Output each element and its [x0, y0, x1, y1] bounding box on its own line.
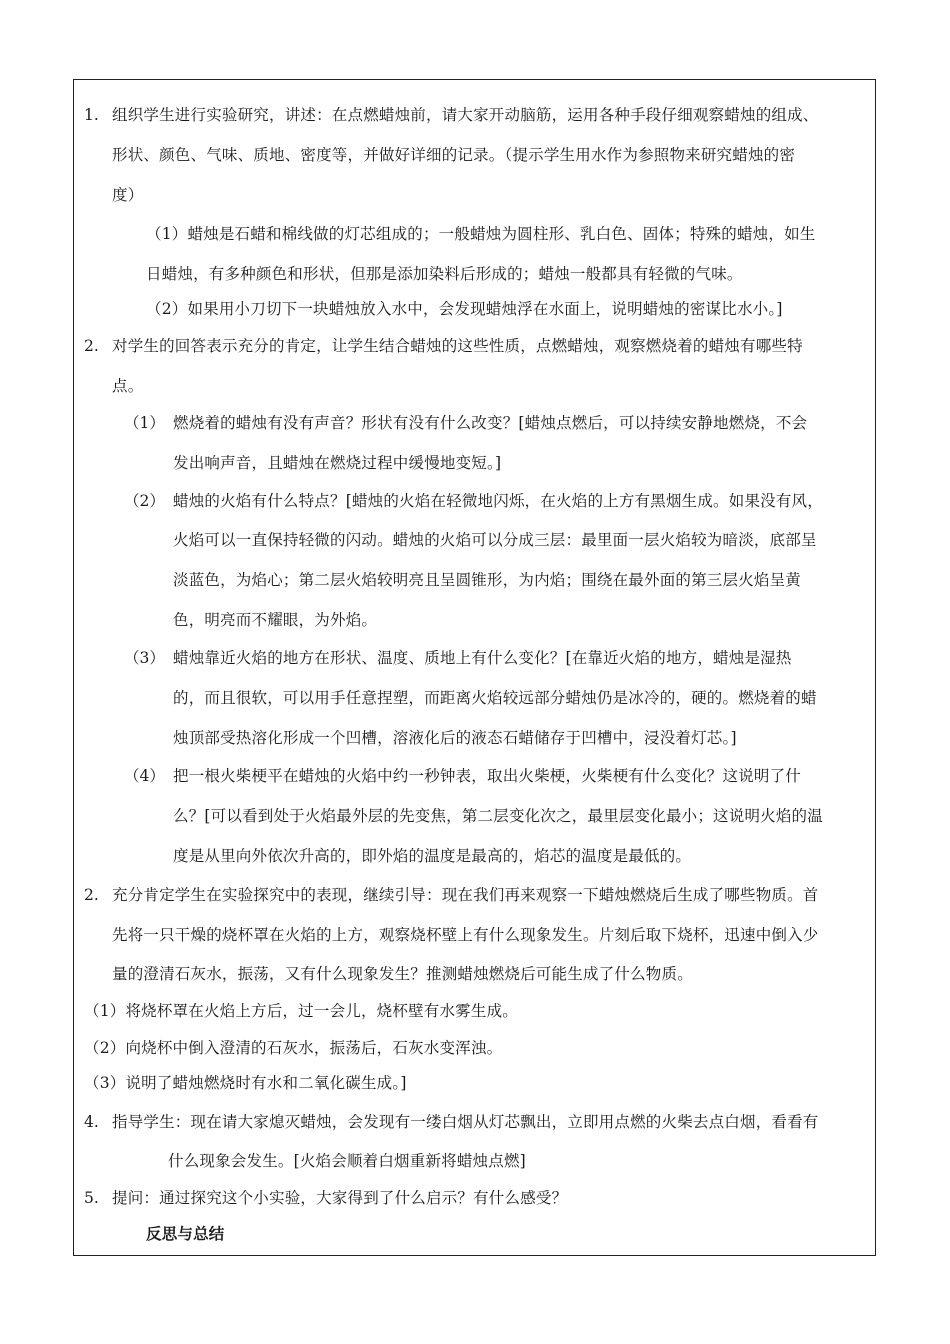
item-number: 2.: [84, 337, 99, 355]
summary-heading: 反思与总结: [146, 1224, 225, 1243]
text-line: 蜡烛的火焰有什么特点？[蜡烛的火焰在轻微地闪烁，在火焰的上方有黑烟生成。如果没有风，: [173, 492, 823, 510]
text-line: 点。: [112, 377, 144, 395]
answer-line: （1）将烧杯罩在火焰上方后，过一会儿，烧杯壁有水雾生成。: [84, 1002, 518, 1020]
text-line: （1）蜡烛是石蜡和棉线做的灯芯组成的；一般蜡烛为圆柱形、乳白色、固体；特殊的蜡烛，如生: [146, 225, 816, 243]
text-line: 形状、颜色、气味、质地、密度等，并做好详细的记录。（提示学生用水作为参照物来研究蜡烛的密: [112, 146, 796, 164]
sub-item-number: （4）: [124, 767, 165, 785]
sub-item-number: （1）: [124, 414, 165, 432]
item-number: 2.: [84, 886, 99, 904]
text-line: 度是从里向外依次升高的，即外焰的温度是最高的，焰芯的温度是最低的。: [173, 847, 692, 865]
text-line: 什么现象会发生。[火焰会顺着白烟重新将蜡烛点燃]: [168, 1152, 526, 1170]
text-line: 淡蓝色，为焰心；第二层火焰较明亮且呈圆锥形，为内焰；围绕在最外面的第三层火焰呈黄: [173, 571, 802, 589]
text-line: 把一根火柴梗平在蜡烛的火焰中约一秒钟表，取出火柴梗，火柴梗有什么变化？这说明了什: [173, 767, 802, 785]
text-line: 对学生的回答表示充分的肯定，让学生结合蜡烛的这些性质，点燃蜡烛，观察燃烧着的蜡烛有哪些特: [112, 337, 803, 355]
item-number: 1.: [84, 106, 99, 124]
text-line: 的，而且很软，可以用手任意捏塑，而距离火焰较远部分蜡烛仍是冰冷的，硬的。燃烧着的蜡: [173, 689, 817, 707]
answer-line: （3）说明了蜡烛燃烧时有水和二氧化碳生成。]: [84, 1074, 407, 1092]
text-line: 日蜡烛，有多种颜色和形状，但那是添加染料后形成的；蜡烛一般都具有轻微的气味。: [146, 265, 743, 283]
text-line: 先将一只干燥的烧杯罩在火焰的上方，观察烧杯壁上有什么现象发生。片刻后取下烧杯，迅速中倒入少: [112, 926, 819, 944]
text-line: 度）: [112, 186, 144, 204]
text-line: 提问：通过探究这个小实验，大家得到了什么启示？有什么感受？: [112, 1189, 568, 1207]
answer-line: （2）向烧杯中倒入澄清的石灰水，振荡后，石灰水变浑浊。: [84, 1039, 503, 1057]
text-line: 组织学生进行实验研究，讲述：在点燃蜡烛前，请大家开动脑筋，运用各种手段仔细观察蜡烛的组成、: [112, 106, 819, 124]
sub-item-number: （3）: [124, 649, 165, 667]
item-number: 4.: [84, 1113, 99, 1131]
item-number: 5.: [84, 1189, 99, 1207]
text-line: 火焰可以一直保持轻微的闪动。蜡烛的火焰可以分成三层：最里面一层火焰较为暗淡，底部呈: [173, 531, 817, 549]
text-line: 色，明亮而不耀眼，为外焰。: [173, 611, 378, 629]
text-line: 指导学生：现在请大家熄灭蜡烛，会发现有一缕白烟从灯芯飘出，立即用点燃的火柴去点白烟，看看有: [112, 1113, 819, 1131]
sub-item-number: （2）: [124, 492, 165, 510]
text-line: 蜡烛靠近火焰的地方在形状、温度、质地上有什么变化？[在靠近火焰的地方，蜡烛是湿热: [173, 649, 792, 667]
text-line: （2）如果用小刀切下一块蜡烛放入水中，会发现蜡烛浮在水面上，说明蜡烛的密谋比水小。]: [146, 300, 783, 318]
text-line: 充分肯定学生在实验探究中的表现，继续引导：现在我们再来观察一下蜡烛燃烧后生成了哪些物质。首: [112, 886, 819, 904]
text-line: 量的澄清石灰水，振荡，又有什么现象发生？推测蜡烛燃烧后可能生成了什么物质。: [112, 965, 693, 983]
text-line: 燃烧着的蜡烛有没有声音？形状有没有什么改变？[蜡烛点燃后，可以持续安静地燃烧，不会: [173, 414, 808, 432]
text-line: 烛顶部受热溶化形成一个凹槽，溶液化后的液态石蜡储存于凹槽中，浸没着灯芯。]: [173, 729, 737, 747]
text-line: 发出响声音，且蜡烛在燃烧过程中缓慢地变短。]: [173, 454, 502, 472]
text-line: 么？[可以看到处于火焰最外层的先变焦，第二层变化次之，最里层变化最小；这说明火焰的温: [173, 807, 823, 825]
